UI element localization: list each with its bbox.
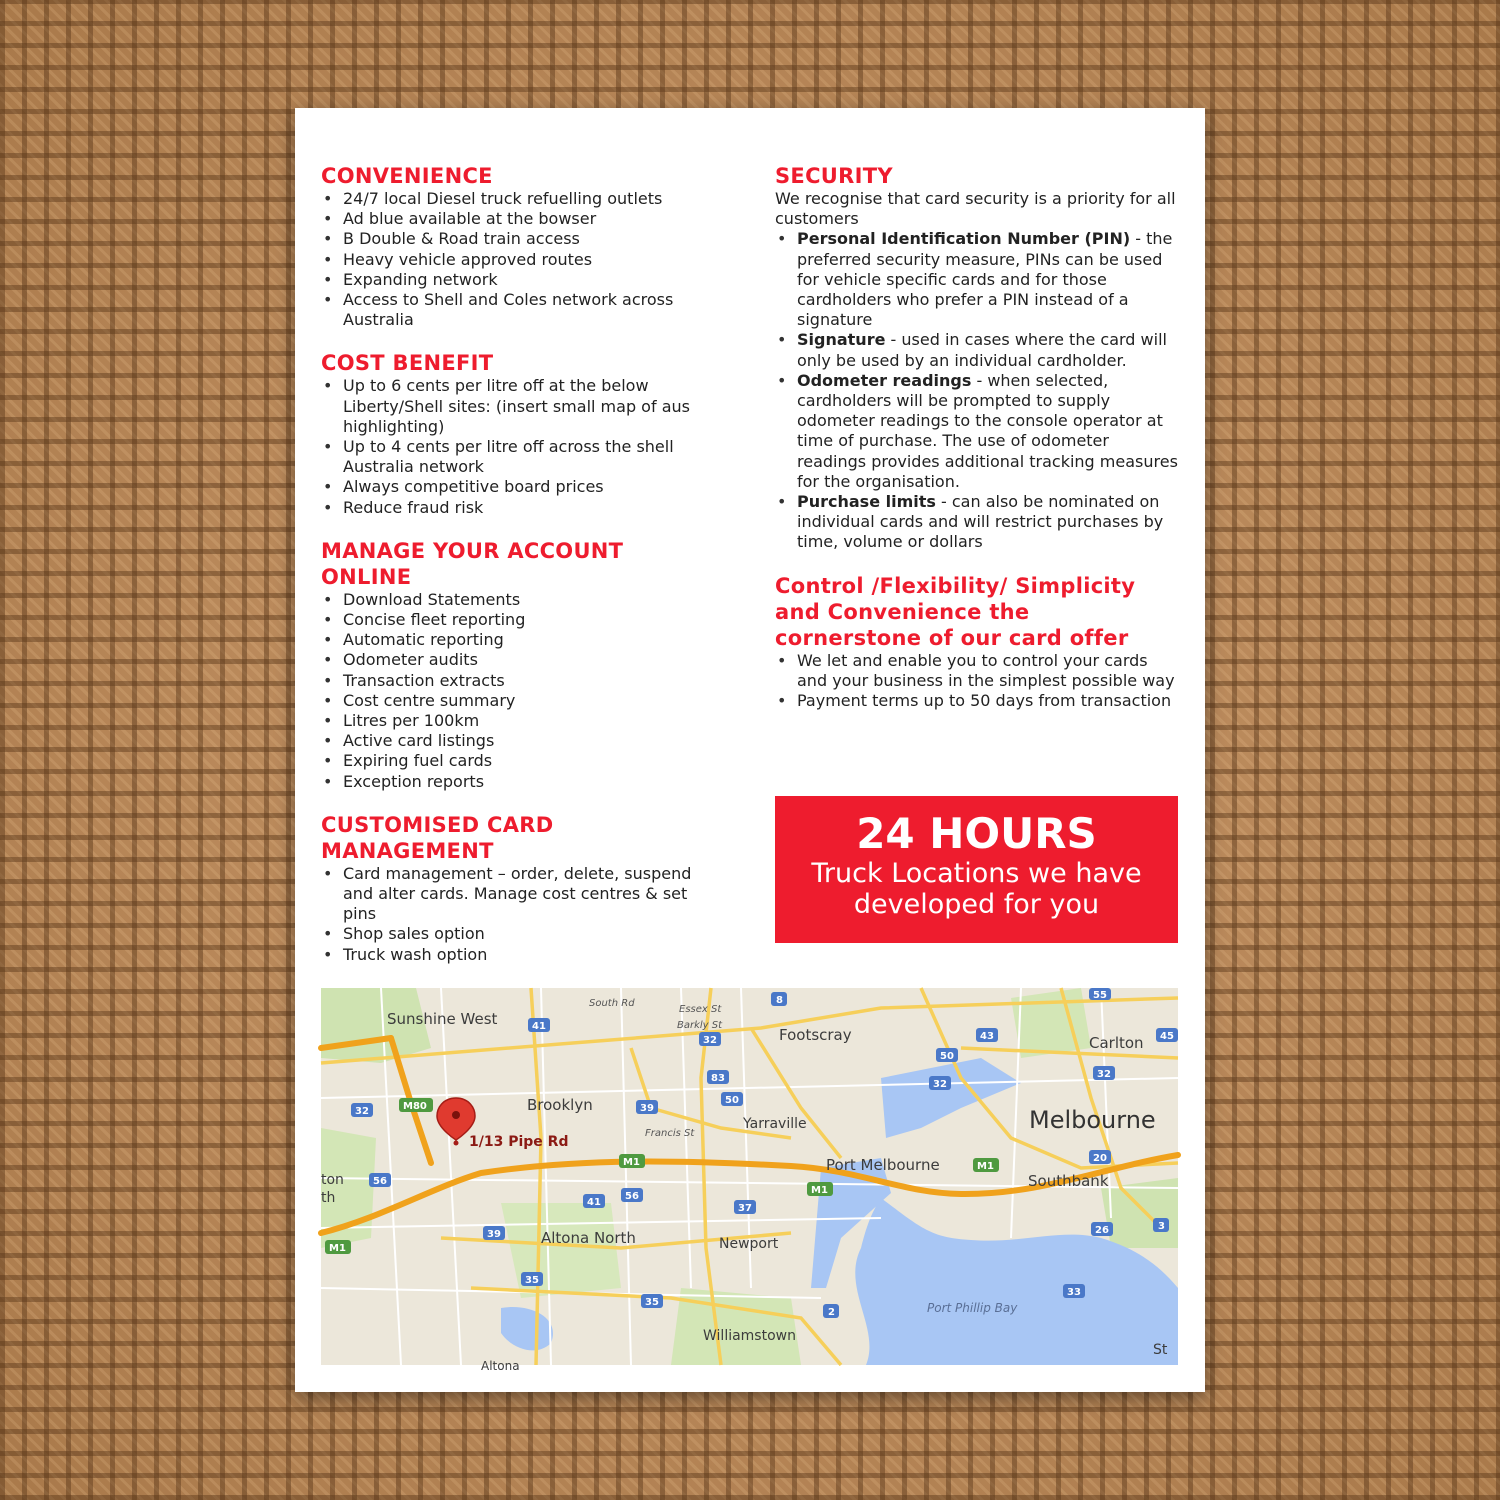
list-item xyxy=(775,330,1179,370)
svg-text:35: 35 xyxy=(525,1275,539,1286)
road-label: South Rd xyxy=(589,998,635,1009)
cost-benefit-list xyxy=(321,376,721,517)
item-title: Odometer readings xyxy=(797,370,972,390)
place-label: Altona xyxy=(481,1359,520,1373)
list-item xyxy=(775,229,1179,330)
list-item: • Ad blue available at the bowser xyxy=(321,209,721,229)
svg-text:M1: M1 xyxy=(977,1161,994,1172)
list-item: • Exception reports xyxy=(321,772,721,792)
security-intro: We recognise that card security is a priority for all customers xyxy=(775,189,1176,229)
svg-text:55: 55 xyxy=(1093,990,1107,1001)
list-item: • B Double & Road train access xyxy=(321,229,721,249)
list-item: • Cost centre summary xyxy=(321,691,721,711)
svg-text:41: 41 xyxy=(532,1021,546,1032)
control-list xyxy=(775,651,1179,712)
road-label: Essex St xyxy=(679,1004,722,1015)
list-item: • Payment terms up to 50 days from transaction xyxy=(775,691,1179,711)
list-item: • Truck wash option xyxy=(321,945,721,965)
control-heading: Control /Flexibility/ Simplicity and Convenience the cornerstone of our card offer xyxy=(775,573,1136,650)
place-label: Yarraville xyxy=(743,1116,807,1132)
svg-text:39: 39 xyxy=(640,1103,654,1114)
customised-section xyxy=(321,812,721,965)
place-label: th xyxy=(321,1190,336,1206)
item-title: Signature xyxy=(797,330,886,350)
svg-text:37: 37 xyxy=(738,1203,752,1214)
road-label: Barkly St xyxy=(677,1020,723,1031)
svg-text:45: 45 xyxy=(1160,1031,1174,1042)
place-label: Port Phillip Bay xyxy=(927,1301,1018,1315)
list-item: • Access to Shell and Coles network across Australia xyxy=(321,290,721,330)
brochure-page xyxy=(295,108,1205,1392)
svg-text:39: 39 xyxy=(487,1229,501,1240)
convenience-heading: CONVENIENCE xyxy=(321,164,493,188)
place-label: Altona North xyxy=(541,1229,636,1247)
svg-text:2: 2 xyxy=(828,1307,835,1318)
svg-text:32: 32 xyxy=(355,1106,369,1117)
svg-text:M80: M80 xyxy=(403,1101,427,1112)
svg-text:50: 50 xyxy=(725,1095,739,1106)
svg-text:26: 26 xyxy=(1095,1225,1109,1236)
list-item xyxy=(775,371,1179,492)
convenience-section xyxy=(321,163,721,330)
svg-text:33: 33 xyxy=(1067,1287,1081,1298)
svg-text:41: 41 xyxy=(587,1197,601,1208)
svg-text:32: 32 xyxy=(703,1035,717,1046)
banner-subtitle: Truck Locations we have developed for you xyxy=(811,858,1142,920)
road-label: Francis St xyxy=(645,1128,695,1139)
svg-text:20: 20 xyxy=(1093,1153,1107,1164)
location-map[interactable] xyxy=(321,988,1178,1373)
svg-text:35: 35 xyxy=(645,1297,659,1308)
place-label: Southbank xyxy=(1028,1172,1109,1190)
place-label: Footscray xyxy=(779,1026,852,1044)
list-item: • We let and enable you to control your cards and your business in the simplest possible way xyxy=(775,651,1179,691)
list-item: • Odometer audits xyxy=(321,650,721,670)
manage-online-list xyxy=(321,590,721,792)
list-item: • Up to 4 cents per litre off across the shell Australia network xyxy=(321,437,721,477)
list-item: • Automatic reporting xyxy=(321,630,721,650)
item-text: - when selected, cardholders will be prompted to supply odometer readings to the console operator at time of purchase. The use of odometer readings provides additional tracking measures for the organisation. xyxy=(797,370,1178,491)
svg-text:32: 32 xyxy=(933,1079,947,1090)
list-item: • Heavy vehicle approved routes xyxy=(321,250,721,270)
svg-text:M1: M1 xyxy=(811,1185,828,1196)
list-item: • Shop sales option xyxy=(321,924,721,944)
list-item: • Card management – order, delete, suspend and alter cards. Manage cost centres & set pins xyxy=(321,864,721,925)
item-text: - can also be nominated on individual cards and will restrict purchases by time, volume or dollars xyxy=(797,492,1164,552)
map-park xyxy=(501,1203,621,1298)
cost-benefit-heading: COST BENEFIT xyxy=(321,351,494,376)
list-item: • Up to 6 cents per litre off at the below Liberty/Shell sites: (insert small map of aus highlighting) xyxy=(321,376,721,437)
list-item: • Expiring fuel cards xyxy=(321,751,721,771)
security-heading: SECURITY xyxy=(775,164,893,188)
place-label: Brooklyn xyxy=(527,1096,593,1114)
svg-text:M1: M1 xyxy=(329,1243,346,1254)
svg-text:56: 56 xyxy=(373,1176,387,1187)
list-item: • Litres per 100km xyxy=(321,711,721,731)
list-item: • Expanding network xyxy=(321,270,721,290)
item-text: - the preferred security measure, PINs can be used for vehicle specific cards and for those cardholders who prefer a PIN instead of a signature xyxy=(797,229,1173,330)
customised-list xyxy=(321,864,721,965)
place-label: Melbourne xyxy=(1029,1106,1156,1134)
customised-heading: CUSTOMISED CARD MANAGEMENT xyxy=(321,812,554,863)
item-title: Purchase limits xyxy=(797,492,936,512)
svg-text:83: 83 xyxy=(711,1073,725,1084)
item-text: - used in cases where the card will only be used by an individual cardholder. xyxy=(797,330,1167,370)
list-item xyxy=(775,492,1179,553)
list-item: • Always competitive board prices xyxy=(321,477,721,497)
place-label: St xyxy=(1153,1342,1168,1358)
control-section xyxy=(775,573,1179,712)
svg-text:50: 50 xyxy=(940,1051,954,1062)
place-label: Port Melbourne xyxy=(826,1156,940,1174)
manage-online-heading: MANAGE YOUR ACCOUNT ONLINE xyxy=(321,538,624,589)
map-canvas xyxy=(321,988,1178,1373)
place-label: ton xyxy=(321,1172,344,1188)
svg-text:8: 8 xyxy=(776,995,783,1006)
item-title: Personal Identification Number (PIN) xyxy=(797,229,1131,249)
svg-text:56: 56 xyxy=(625,1191,639,1202)
place-label: Carlton xyxy=(1089,1034,1144,1052)
left-column xyxy=(321,163,721,985)
list-item: • Transaction extracts xyxy=(321,671,721,691)
pin-label: 1/13 Pipe Rd xyxy=(469,1134,569,1150)
list-item: • Active card listings xyxy=(321,731,721,751)
security-list xyxy=(775,229,1179,552)
svg-text:M1: M1 xyxy=(623,1157,640,1168)
cost-benefit-section xyxy=(321,350,721,517)
svg-text:43: 43 xyxy=(980,1031,994,1042)
list-item: • Download Statements xyxy=(321,590,721,610)
svg-text:32: 32 xyxy=(1097,1069,1111,1080)
svg-text:3: 3 xyxy=(1158,1221,1165,1232)
banner-title: 24 HOURS xyxy=(856,809,1097,858)
list-item: • Concise fleet reporting xyxy=(321,610,721,630)
place-label: Newport xyxy=(719,1236,779,1252)
convenience-list xyxy=(321,189,721,330)
list-item: • 24/7 local Diesel truck refuelling outlets xyxy=(321,189,721,209)
manage-online-section xyxy=(321,538,721,792)
place-label: Sunshine West xyxy=(387,1010,498,1028)
right-column xyxy=(775,163,1179,731)
place-label: Williamstown xyxy=(703,1328,796,1344)
security-section xyxy=(775,163,1179,553)
list-item: • Reduce fraud risk xyxy=(321,498,721,518)
hours-banner xyxy=(775,796,1178,943)
